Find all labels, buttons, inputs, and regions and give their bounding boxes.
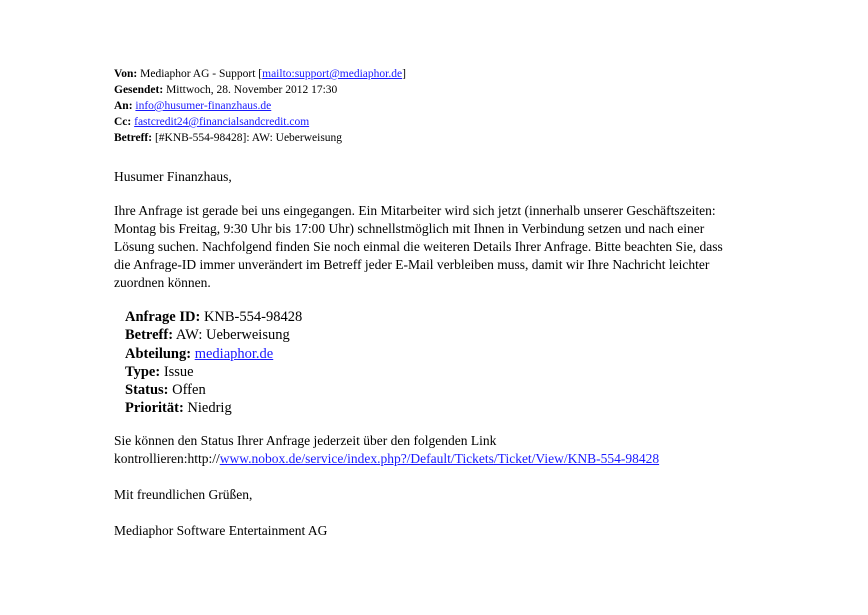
cc-row — [114, 114, 834, 130]
body-line-5: zuordnen können. — [114, 275, 211, 290]
body-paragraph — [114, 202, 834, 292]
subject-label: Betreff: — [114, 132, 153, 144]
detail-id-row — [125, 308, 834, 326]
detail-type-label: Type: — [125, 363, 161, 380]
from-row — [114, 66, 834, 82]
signature: Mediaphor Software Entertainment AG — [114, 522, 328, 538]
status-info-line-2 — [114, 450, 834, 468]
status-info-prefix: kontrollieren:http:// — [114, 450, 220, 466]
body-line-4: die Anfrage-ID immer unverändert im Betreff jeder E-Mail verbleiben muss, damit wir Ihre Nachricht leichter — [114, 257, 710, 272]
body-line-1: Ihre Anfrage ist gerade bei uns eingegangen. Ein Mitarbeiter wird sich jetzt (innerhalb unserer Geschäftszeiten: — [114, 203, 716, 218]
detail-department-row — [125, 345, 834, 363]
detail-subject-value: AW: Ueberweisung — [175, 327, 290, 344]
detail-subject-label: Betreff: — [125, 327, 174, 344]
detail-priority-value: Niedrig — [187, 400, 232, 417]
closing: Mit freundlichen Grüßen, — [114, 486, 253, 502]
sent-label: Gesendet: — [114, 84, 164, 96]
sent-value: Mittwoch, 28. November 2012 17:30 — [166, 84, 338, 96]
email-headers — [114, 66, 834, 146]
detail-type-value: Issue — [163, 363, 194, 380]
detail-priority-label: Priorität: — [125, 400, 184, 417]
detail-department-link[interactable]: mediaphor.de — [194, 345, 274, 362]
greeting: Husumer Finanzhaus, — [114, 169, 232, 184]
subject-value: [#KNB-554-98428]: AW: Ueberweisung — [154, 132, 343, 144]
detail-status-label: Status: — [125, 382, 169, 399]
body-line-2: Montag bis Freitag, 9:30 Uhr bis 17:00 Uhr) schnellstmöglich mit Ihnen in Verbindung setzen und nach einer — [114, 221, 705, 236]
detail-priority-row — [125, 399, 834, 417]
detail-id-value: KNB-554-98428 — [203, 309, 303, 325]
to-label: An: — [114, 100, 133, 112]
status-info-line-1: Sie können den Status Ihrer Anfrage jederzeit über den folgenden Link — [114, 432, 497, 448]
detail-subject-row — [125, 326, 834, 344]
ticket-details — [125, 308, 834, 418]
detail-id-label: Anfrage ID: — [125, 309, 201, 325]
to-row — [114, 98, 834, 114]
to-email-link[interactable]: info@husumer-finanzhaus.de — [135, 100, 272, 112]
from-value: Mediaphor AG - Support [ — [140, 68, 263, 80]
from-end: ] — [402, 68, 406, 80]
status-info — [114, 432, 834, 468]
sent-row — [114, 82, 834, 98]
detail-status-row — [125, 381, 834, 399]
email-message — [114, 66, 834, 540]
body-line-3: Lösung suchen. Nachfolgend finden Sie noch einmal die weiteren Details Ihrer Anfrage. Bitte beachten Sie, dass — [114, 239, 723, 254]
subject-row — [114, 130, 834, 146]
from-label: Von: — [114, 68, 138, 80]
detail-type-row — [125, 363, 834, 381]
from-mailto-link[interactable]: mailto:support@mediaphor.de — [262, 68, 403, 80]
detail-department-label: Abteilung: — [125, 345, 192, 362]
ticket-status-link[interactable]: www.nobox.de/service/index.php?/Default/Tickets/Ticket/View/KNB-554-98428 — [219, 450, 660, 466]
cc-email-link[interactable]: fastcredit24@financialsandcredit.com — [134, 116, 310, 128]
cc-label: Cc: — [114, 116, 132, 128]
detail-status-value: Offen — [172, 382, 206, 399]
